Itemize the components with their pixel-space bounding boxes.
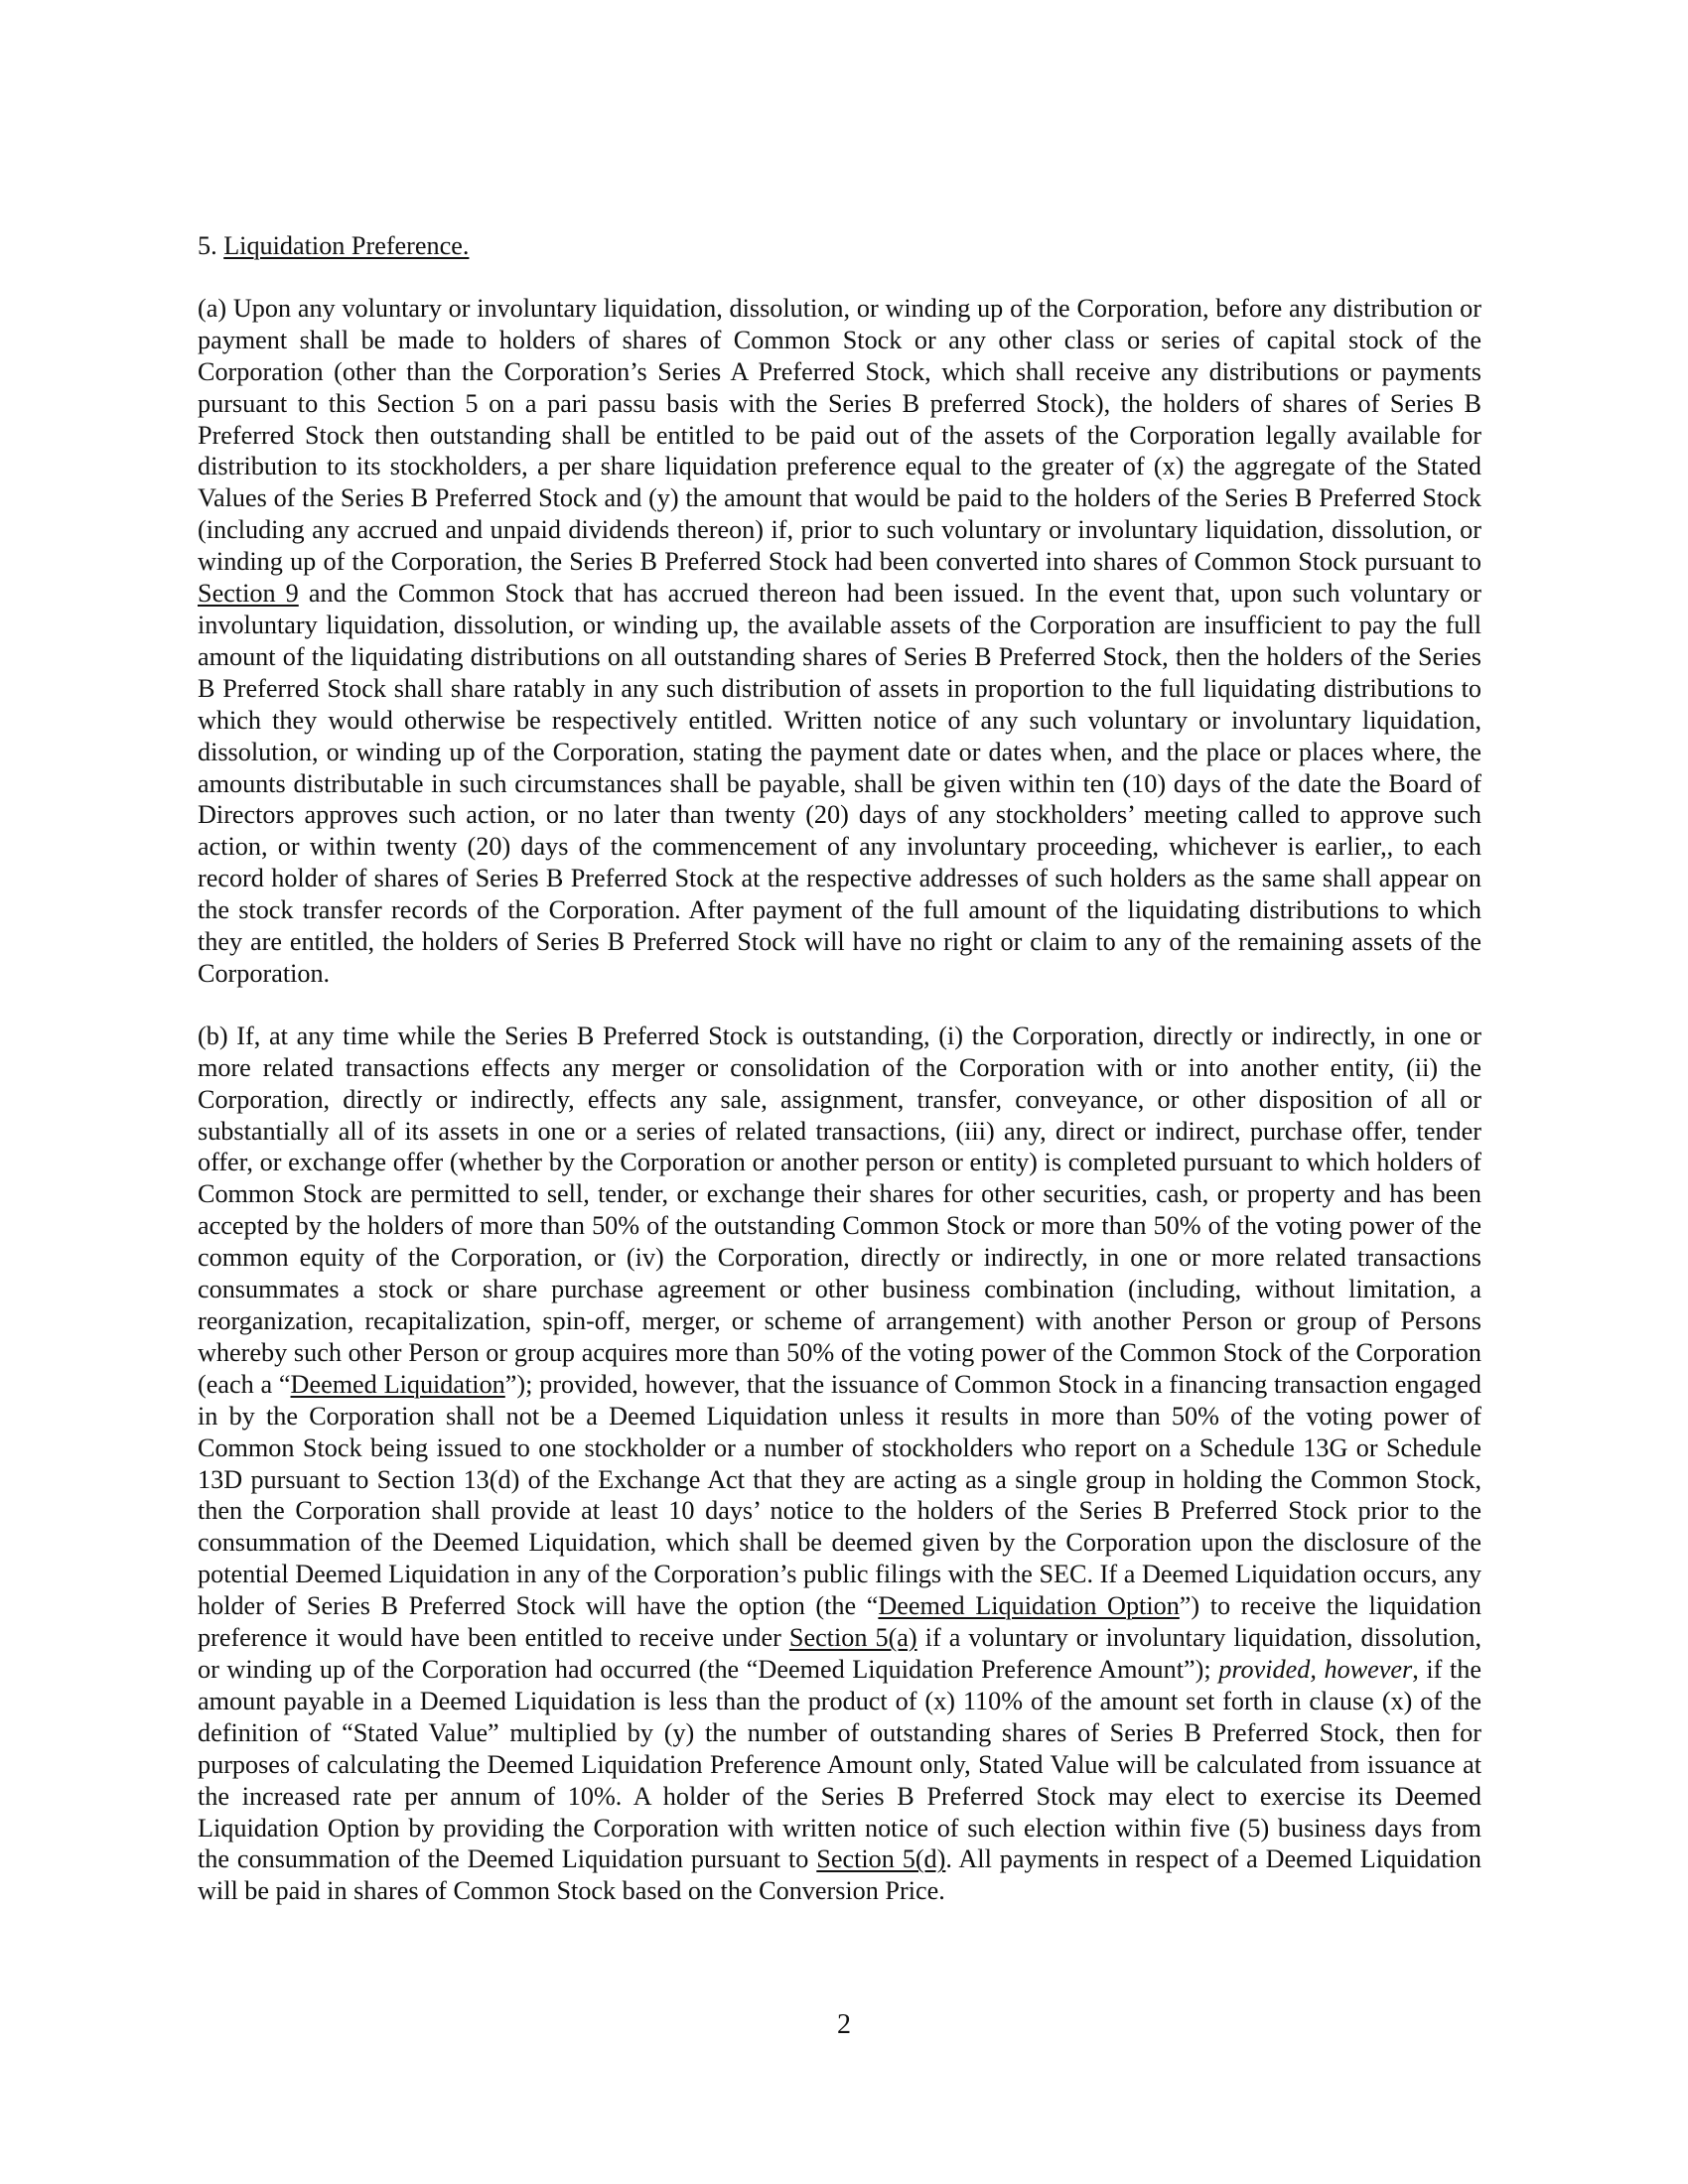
paragraph-a-text-2: and the Common Stock that has accrued thereon had been issued. In the event that, upon such voluntary or involuntary liquidation, dissolution, or winding up, the available assets of the Corporation are insufficient to pay the full amount of the liquidating distributions on all outstanding shares of Series B Preferred Stock, then the holders of the Series B Preferred Stock shall share ratably in any such distribution of assets in proportion to the full liquidating distributions to which they would otherwise be respectively entitled. Written notice of any such voluntary or involuntary liquidation, dissolution, or winding up of the Corporation, stating the payment date or dates when, and the place or places where, the amounts distributable in such circumstances shall be payable, shall be given within ten (10) days of the date the Board of Directors approves such action, or no later than twenty (20) days of any stockholders’ meeting called to approve such action, or within twenty (20) days of the commencement of any involuntary proceeding, whichever is earlier,, to each record holder of shares of Series B Preferred Stock at the respective addresses of such holders as the same shall appear on the stock transfer records of the Corporation. After payment of the full amount of the liquidating distributions to which they are entitled, the holders of Series B Preferred Stock will have no right or claim to any of the remaining assets of the Corporation. [198,579,1481,988]
paragraph-b-text-5: , if the amount payable in a Deemed Liquidation is less than the product of (x) 110% of the amount set forth in clause (x) of the definition of “Stated Value” multiplied by (y) the number of outstanding shares of Series B Preferred Stock, then for purposes of calculating the Deemed Liquidation Preference Amount only, Stated Value will be calculated from issuance at the increased rate per annum of 10%. A holder of the Series B Preferred Stock may elect to exercise its Deemed Liquidation Option by providing the Corporation with written notice of such election within five (5) business days from the consummation of the Deemed Liquidation pursuant to [198,1654,1481,1874]
document-page [198,230,1481,1938]
paragraph-b-text-6: . All payments in respect of a Deemed Liquidation will be paid in shares of Common Stock based on the Conversion Price. [198,1844,1481,1906]
page-number: 2 [837,2009,851,2040]
section-heading [198,230,1481,262]
section-5d-reference: Section 5(d) [816,1844,946,1874]
paragraph-b-text-1: (b) If, at any time while the Series B Preferred Stock is outstanding, (i) the Corporation, directly or indirectly, in one or more related transactions effects any merger or consolidation of the Corporation with or into another entity, (ii) the Corporation, directly or indirectly, effects any sale, assignment, transfer, conveyance, or other disposition of all or substantially all of its assets in one or a series of related transactions, (iii) any, direct or indirect, purchase offer, tender offer, or exchange offer (whether by the Corporation or another person or entity) is completed pursuant to which holders of Common Stock are permitted to sell, tender, or exchange their shares for other securities, cash, or property and has been accepted by the holders of more than 50% of the outstanding Common Stock or more than 50% of the voting power of the common equity of the Corporation, or (iv) the Corporation, directly or indirectly, in one or more related transactions consummates a stock or share purchase agreement or other business combination (including, without limitation, a reorganization, recapitalization, spin-off, merger, or scheme of arrangement) with another Person or group of Persons whereby such other Person or group acquires more than 50% of the voting power of the Common Stock of the Corporation (each a “ [198,1021,1481,1399]
paragraph-b-text-3: ”) to receive the liquidation preference it would have been entitled to receive under [198,1591,1481,1653]
deemed-liquidation-term: Deemed Liquidation [290,1369,505,1399]
section-5a-reference: Section 5(a) [788,1623,917,1653]
paragraph-b-text-2: ”); provided, however, that the issuance of Common Stock in a financing transaction engaged in by the Corporation shall not be a Deemed Liquidation unless it results in more than 50% of the voting power of Common Stock being issued to one stockholder or a number of stockholders who report on a Schedule 13G or Schedule 13D pursuant to Section 13(d) of the Exchange Act that they are acting as a single group in holding the Common Stock, then the Corporation shall provide at least 10 days’ notice to the holders of the Series B Preferred Stock prior to the consummation of the Deemed Liquidation, which shall be deemed given by the Corporation upon the disclosure of the potential Deemed Liquidation in any of the Corporation’s public filings with the SEC. If a Deemed Liquidation occurs, any holder of Series B Preferred Stock will have the option (the “ [198,1369,1481,1621]
provided-however-italic: provided, however [1218,1654,1413,1684]
paragraph-b [198,1021,1481,1907]
paragraph-a-text-1: (a) Upon any voluntary or involuntary liquidation, dissolution, or winding up of the Corporation, before any distribution or payment shall be made to holders of shares of Common Stock or any other class or series of capital stock of the Corporation (other than the Corporation’s Series A Preferred Stock, which shall receive any distributions or payments pursuant to this Section 5 on a pari passu basis with the Series B preferred Stock), the holders of shares of Series B Preferred Stock then outstanding shall be entitled to be paid out of the assets of the Corporation legally available for distribution to its stockholders, a per share liquidation preference equal to the greater of (x) the aggregate of the Stated Values of the Series B Preferred Stock and (y) the amount that would be paid to the holders of the Series B Preferred Stock (including any accrued and unpaid dividends thereon) if, prior to such voluntary or involuntary liquidation, dissolution, or winding up of the Corporation, the Series B Preferred Stock had been converted into shares of Common Stock pursuant to [198,293,1481,577]
section-number: 5. [198,231,217,260]
paragraph-b-text-4: if a voluntary or involuntary liquidation, dissolution, or winding up of the Corporation had occurred (the “Deemed Liquidation Preference Amount”); [198,1623,1481,1684]
paragraph-a [198,293,1481,990]
deemed-liquidation-option-term: Deemed Liquidation Option [878,1591,1180,1621]
section-9-reference: Section 9 [198,579,299,609]
section-title: Liquidation Preference. [223,231,470,260]
